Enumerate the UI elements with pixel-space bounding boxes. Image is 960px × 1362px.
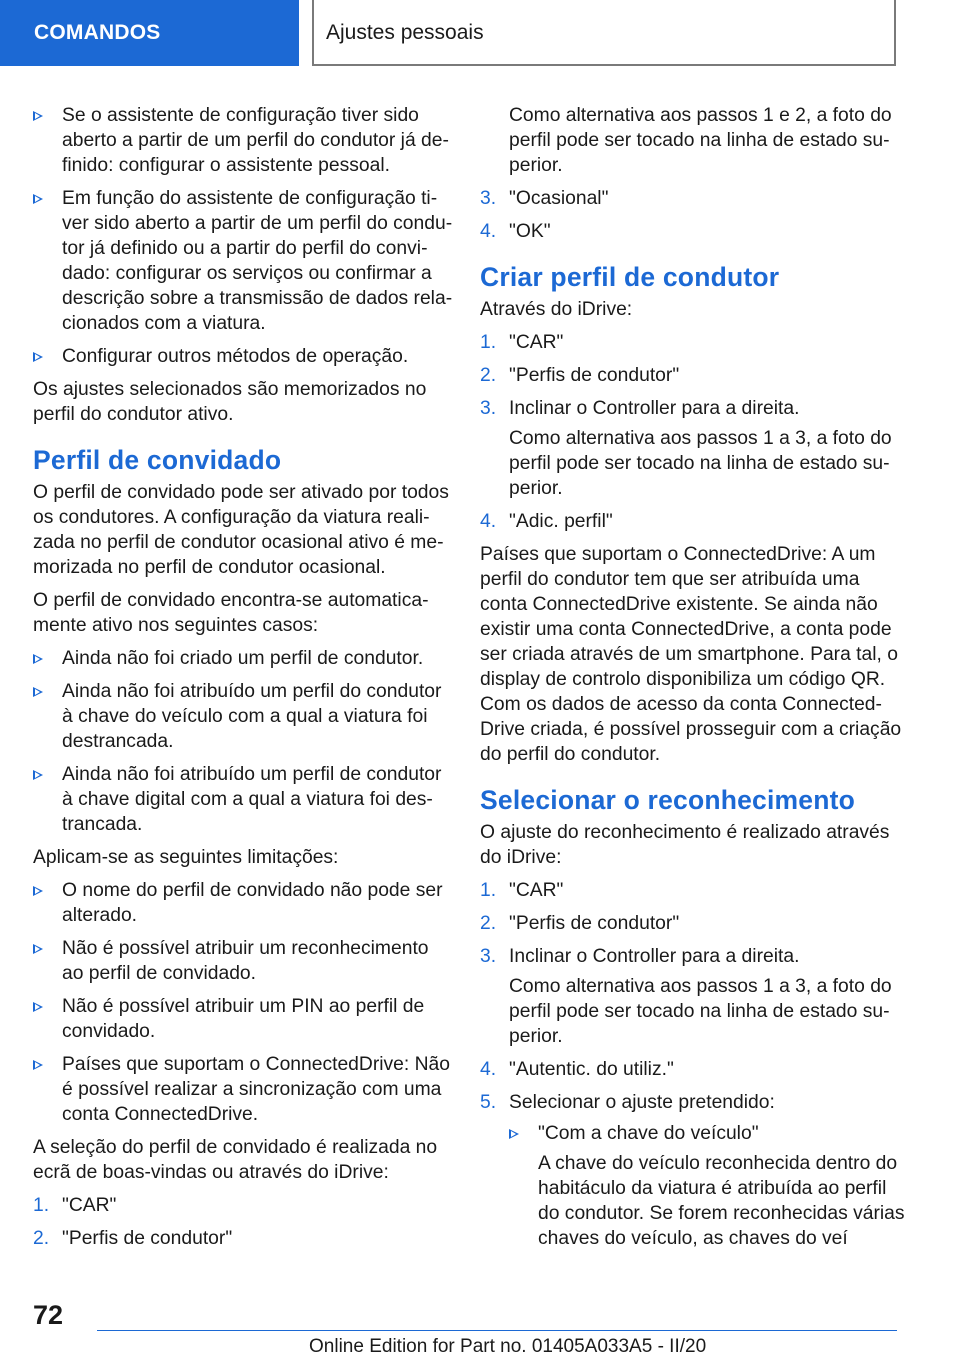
triangle-bullet-icon [33, 654, 43, 664]
step-item: 1. "CAR" [480, 880, 564, 901]
step-number: 3. [480, 946, 497, 967]
paragraph: O perfil de convidado encontra-se automaticamente ativo nos seguintes casos: [33, 590, 429, 636]
triangle-bullet-icon [33, 944, 43, 954]
step-number: 5. [480, 1092, 497, 1113]
paragraph: Através do iDrive: [480, 299, 633, 320]
bullet-item: Não é possível atribuir um reconhecimento ao perfil de convidado. [33, 936, 453, 986]
bullet-item: "Com a chave do veículo" A chave do veículo reconhecida dentro do habitáculo da viatura é atribuída ao perfil do condutor. Se forem reconhecidas várias chaves do veículo, as chaves do veí [509, 1121, 905, 1251]
step-item: 1. "CAR" [480, 332, 564, 353]
footer-edition: Online Edition for Part no. 01405A033A5 - II/20 [309, 1336, 707, 1357]
triangle-bullet-icon [33, 770, 43, 780]
bullet-item: Se o assistente de configuração tiver sido aberto a partir de um perfil do condutor já definido: configurar o assistente pessoal. [33, 103, 453, 178]
header-rule [312, 64, 896, 66]
step-item: 2. "Perfis de condutor" [480, 365, 680, 386]
paragraph: O perfil de convidado pode ser ativado por todos os condutores. A configuração da viatura realizada no perfil de condutor ocasional ativo é memorizada no perfil de condutor ocasional. [33, 482, 449, 578]
step-continuation: Como alternativa aos passos 1 e 2, a foto do perfil pode ser tocado na linha de estado superior. [509, 105, 892, 176]
footer-rule [97, 1330, 897, 1331]
bullet-item: Configurar outros métodos de operação. [33, 344, 453, 369]
step-number: 1. [480, 332, 497, 353]
header-right-divider [894, 0, 896, 66]
step-item: 3. Inclinar o Controller para a direita. Como alternativa aos passos 1 a 3, a foto do perfil pode ser tocado na linha de estado superior. [480, 396, 905, 501]
triangle-bullet-icon [509, 1129, 519, 1139]
step-number: 3. [480, 398, 497, 419]
step-number: 4. [480, 511, 497, 532]
bullet-item: Ainda não foi criado um perfil de condutor. [33, 646, 453, 671]
step-item: 4. "OK" [480, 221, 551, 242]
step-number: 1. [480, 880, 497, 901]
step-number: 2. [480, 365, 497, 386]
triangle-bullet-icon [33, 1002, 43, 1012]
step-number: 3. [480, 188, 497, 209]
left-column [33, 103, 453, 1259]
step-continuation: Como alternativa aos passos 1 a 3, a foto do perfil pode ser tocado na linha de estado superior. [509, 976, 892, 1047]
section-tab: COMANDOS [0, 0, 299, 66]
heading-select-recognition: Selecionar o reconhecimento [480, 785, 856, 815]
bullet-item: Ainda não foi atribuído um perfil de condutor à chave digital com a qual a viatura foi destrancada. [33, 762, 453, 837]
bullet-item: Países que suportam o ConnectedDrive: Não é possível realizar a sincronização com uma conta ConnectedDrive. [33, 1052, 453, 1127]
step-number: 2. [33, 1228, 50, 1249]
step-number: 2. [480, 913, 497, 934]
triangle-bullet-icon [33, 1060, 43, 1070]
step-item: 2. "Perfis de condutor" [33, 1228, 233, 1249]
paragraph: Países que suportam o ConnectedDrive: A um perfil do condutor tem que ser atribuída uma conta ConnectedDrive existente. Se ainda não existir uma conta ConnectedDrive, a conta pode ser criada através de um smartphone. Para tal, o display de controlo disponibiliza um código QR. Com os dados de acesso da conta ConnectedDrive criada, é possível prosseguir com a criação do perfil do condutor. [480, 544, 902, 765]
step-number: 1. [33, 1195, 50, 1216]
triangle-bullet-icon [33, 352, 43, 362]
paragraph: A seleção do perfil de convidado é realizada no ecrã de boas-vindas ou através do iDrive: [33, 1137, 438, 1183]
step-item: 3. Inclinar o Controller para a direita. Como alternativa aos passos 1 a 3, a foto do perfil pode ser tocado na linha de estado superior. [480, 944, 905, 1049]
step-item: 2. "Perfis de condutor" [480, 913, 680, 934]
step-item: 4. "Autentic. do utiliz." [480, 1059, 674, 1080]
bullet-description: A chave do veículo reconhecida dentro do habitáculo da viatura é atribuída ao perfil do condutor. Se forem reconhecidas várias chaves do veículo, as chaves do veí [538, 1153, 905, 1249]
step-number: 4. [480, 221, 497, 242]
heading-guest-profile: Perfil de convidado [33, 445, 282, 475]
page-title: Ajustes pessoais [326, 21, 484, 44]
triangle-bullet-icon [33, 111, 43, 121]
step-continuation: Como alternativa aos passos 1 a 3, a foto do perfil pode ser tocado na linha de estado superior. [509, 428, 892, 499]
step-item: 1. "CAR" [33, 1195, 117, 1216]
page-header [0, 0, 960, 66]
bullet-item: Ainda não foi atribuído um perfil do condutor à chave do veículo com a qual a viatura foi destrancada. [33, 679, 453, 754]
step-item: 5. Selecionar o ajuste pretendido: "Com a chave do veículo" A chave do veículo reconhecida dentro do habitáculo da viatura é atribuída ao perfil do condutor. Se forem reconhecidas várias chaves do veículo, as chaves do veí [480, 1092, 905, 1249]
page-number: 72 [33, 1300, 64, 1330]
step-number: 4. [480, 1059, 497, 1080]
paragraph: Os ajustes selecionados são memorizados no perfil do condutor ativo. [33, 379, 427, 425]
bullet-item: Em função do assistente de configuração tiver sido aberto a partir de um perfil do condutor já definido ou a partir do perfil do convidado: configurar os serviços ou confirmar a descrição sobre a transmissão de dados relacionados com a viatura. [33, 186, 453, 336]
step-item: 4. "Adic. perfil" [480, 511, 613, 532]
bullet-item: O nome do perfil de convidado não pode ser alterado. [33, 878, 453, 928]
header-divider [312, 0, 314, 66]
triangle-bullet-icon [33, 886, 43, 896]
bullet-item: Não é possível atribuir um PIN ao perfil de convidado. [33, 994, 453, 1044]
heading-create-profile: Criar perfil de condutor [480, 262, 780, 292]
step-item: 3. "Ocasional" [480, 188, 609, 209]
triangle-bullet-icon [33, 687, 43, 697]
paragraph: O ajuste do reconhecimento é realizado através do iDrive: [480, 822, 890, 868]
triangle-bullet-icon [33, 194, 43, 204]
right-column [480, 103, 905, 1259]
paragraph: Aplicam-se as seguintes limitações: [33, 847, 339, 868]
